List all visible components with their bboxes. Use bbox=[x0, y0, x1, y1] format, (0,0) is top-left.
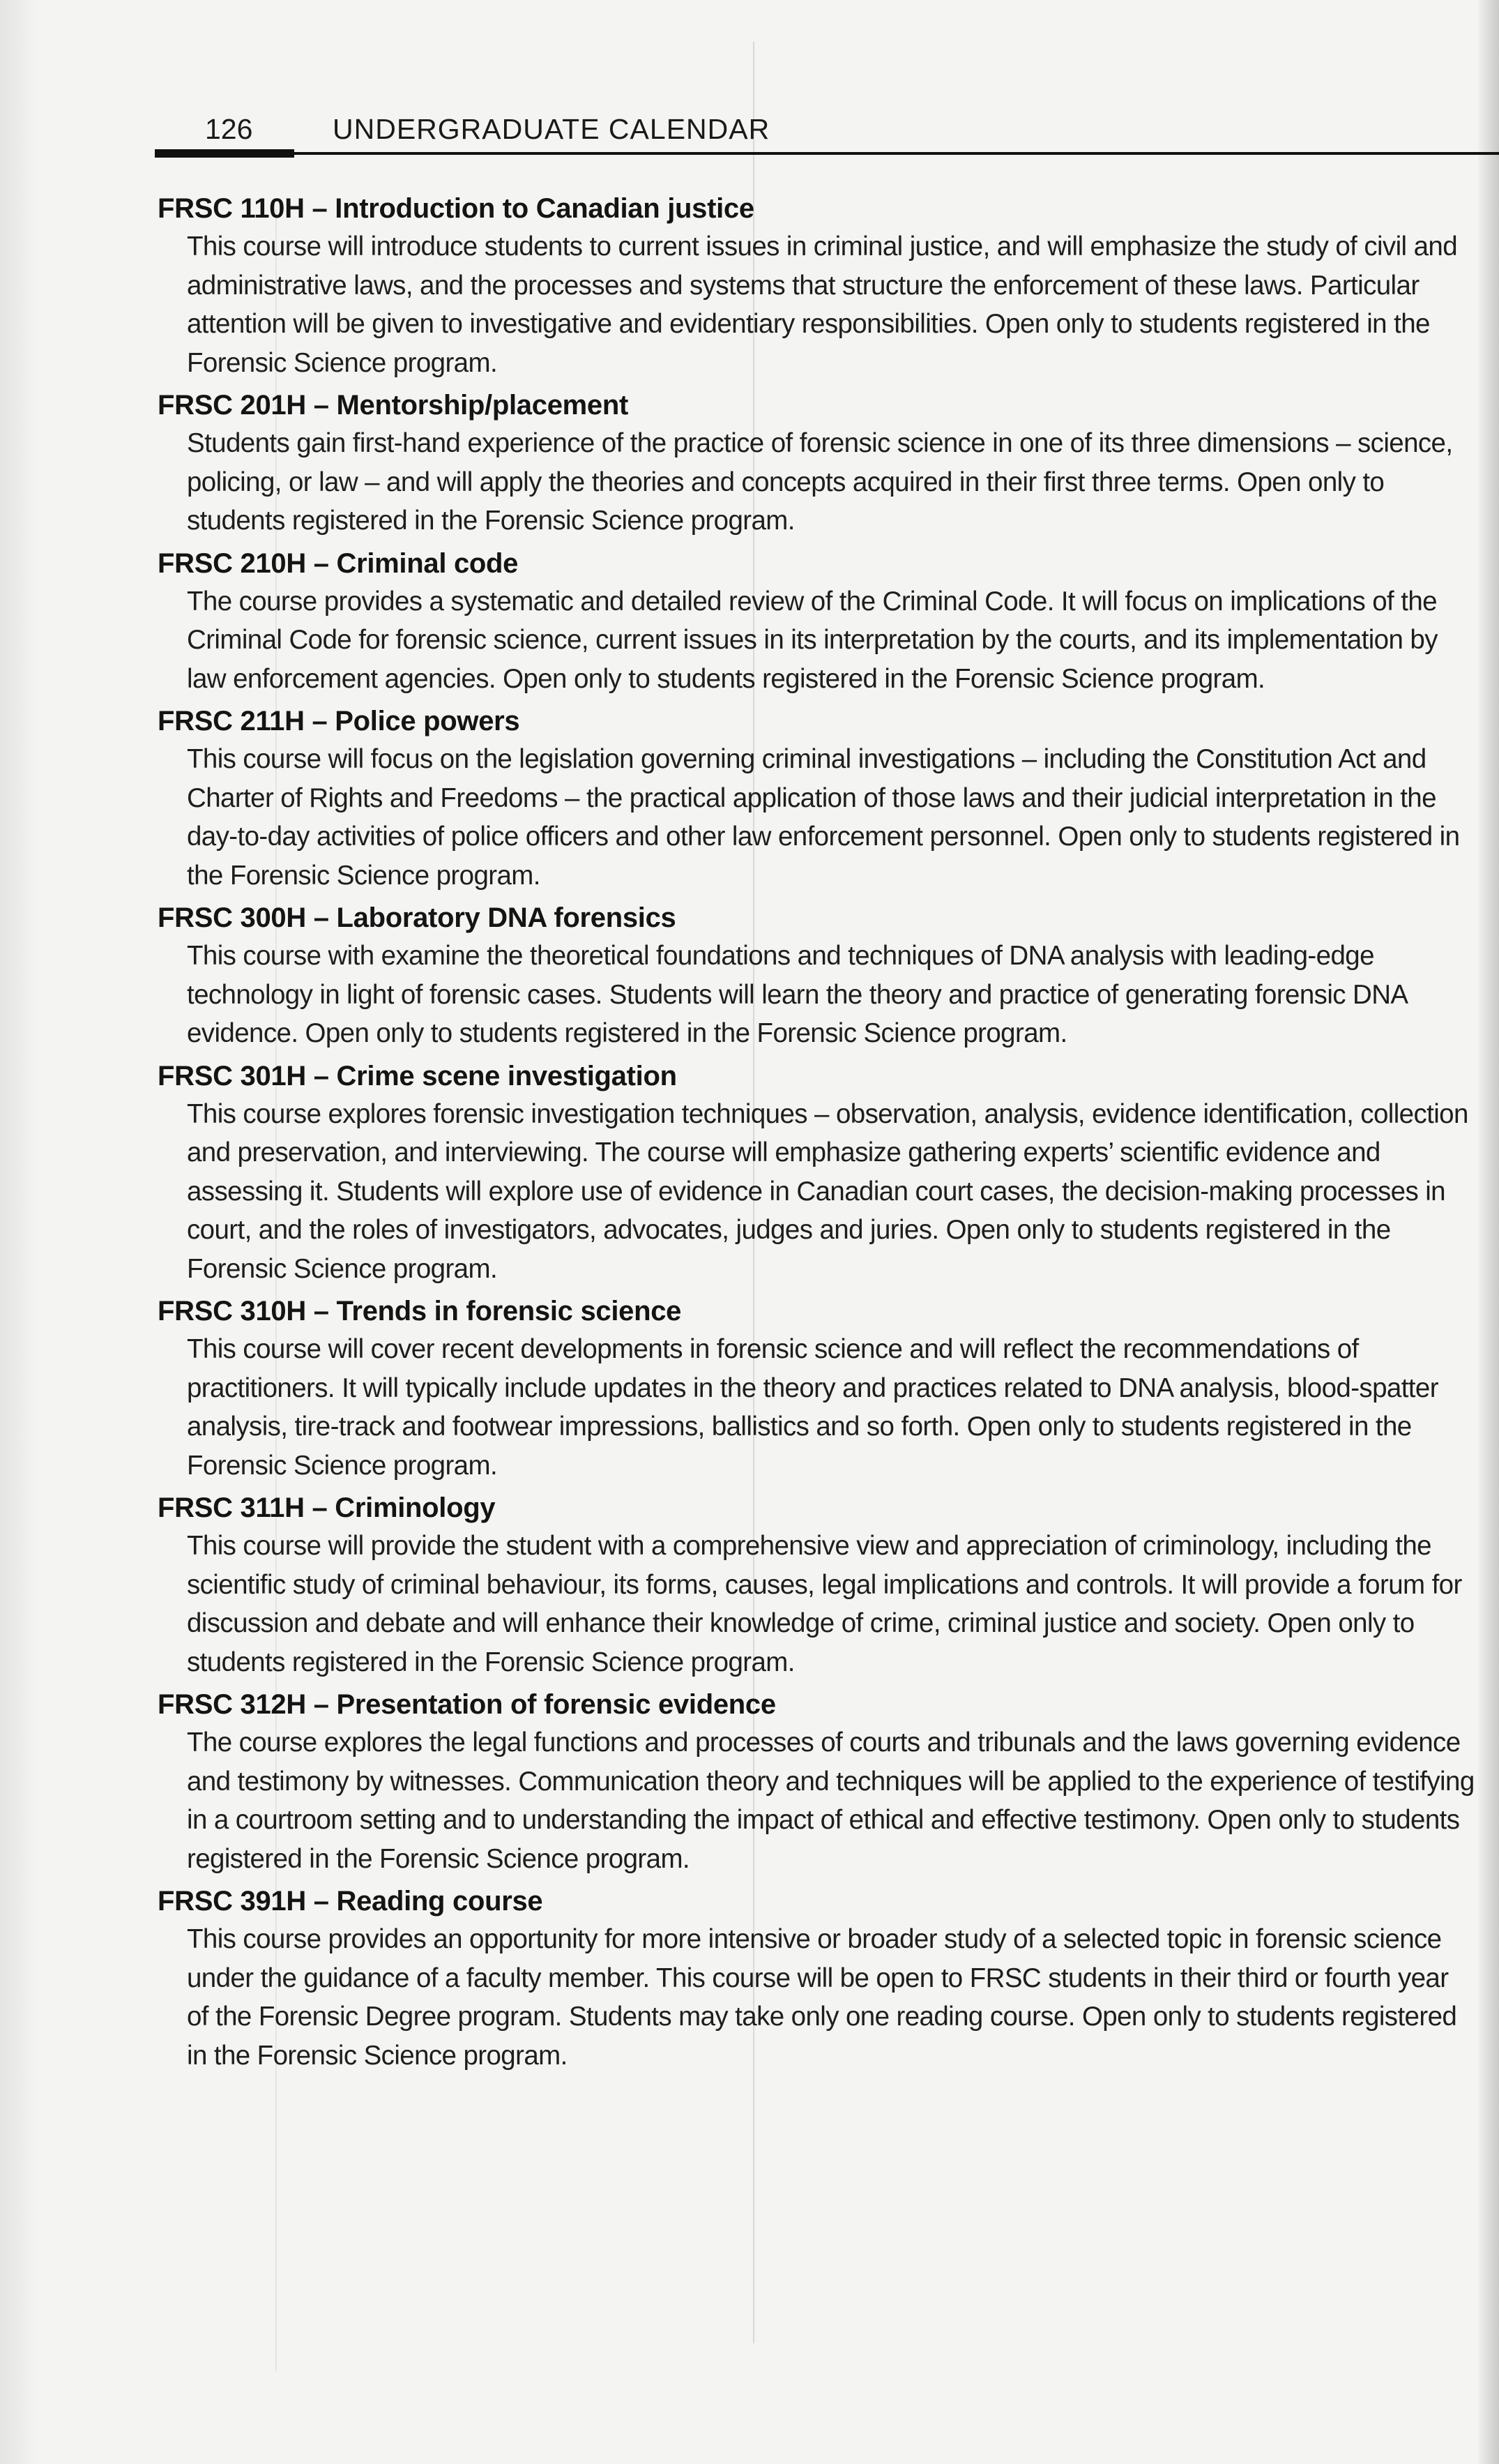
page-header bbox=[155, 110, 1466, 159]
course-title: FRSC 311H – Criminology bbox=[158, 1492, 496, 1523]
course-description: This course will focus on the legislation governing criminal investigations – including the Constitution Act and Charter of Rights and Freedoms – the practical application of those laws and their judicial interpretation in the day-to-day activities of police officers and other law enforcement personnel. Open only to students registered in the Forensic Science program. bbox=[187, 744, 1460, 891]
course-entry-frsc-210h bbox=[158, 545, 1482, 699]
course-entry-frsc-300h bbox=[158, 899, 1482, 1053]
page-edge-shadow-left bbox=[0, 0, 38, 2464]
course-list bbox=[158, 190, 1482, 2079]
course-title: FRSC 301H – Crime scene investigation bbox=[158, 1060, 677, 1091]
course-entry-frsc-201h bbox=[158, 386, 1482, 541]
course-entry-frsc-311h bbox=[158, 1489, 1482, 1681]
header-rule bbox=[294, 152, 1499, 155]
course-entry-frsc-391h bbox=[158, 1882, 1482, 2075]
course-description: Students gain first-hand experience of the practice of forensic science in one of its three dimensions – science, policing, or law – and will apply the theories and concepts acquired in their first three terms. Open only to students registered in the Forensic Science program. bbox=[187, 428, 1453, 536]
course-description: This course explores forensic investigation techniques – observation, analysis, evidence identification, collection and preservation, and interviewing. The course will emphasize gathering experts’ scientific evidence and assessing it. Students will explore use of evidence in Canadian court cases, the decision-making processes in court, and the roles of investigators, advocates, judges and juries. Open only to students registered in the Forensic Science program. bbox=[187, 1098, 1468, 1284]
course-title: FRSC 310H – Trends in forensic science bbox=[158, 1296, 682, 1327]
course-description: The course explores the legal functions and processes of courts and tribunals and the laws governing evidence and testimony by witnesses. Communication theory and techniques will be applied to the experience of testifying in a courtroom setting and to understanding the impact of ethical and effective testimony. Open only to students registered in the Forensic Science program. bbox=[187, 1728, 1475, 1874]
course-title: FRSC 211H – Police powers bbox=[158, 706, 520, 736]
page-number: 126 bbox=[205, 113, 253, 145]
course-description: This course with examine the theoretical foundations and techniques of DNA analysis with leading-edge technology in light of forensic cases. Students will learn the theory and practice of generating forensic DNA evidence. Open only to students registered in the Forensic Science program. bbox=[187, 941, 1407, 1048]
running-title: UNDERGRADUATE CALENDAR bbox=[333, 113, 770, 145]
course-entry-frsc-211h bbox=[158, 702, 1482, 895]
header-rule-thick bbox=[155, 149, 294, 158]
course-description: This course will cover recent developments in forensic science and will reflect the recommendations of practitioners. It will typically include updates in the theory and practices related to DNA analysis, blood-spatter analysis, tire-track and footwear impressions, ballistics and so forth. Open only to students registered in the Forensic Science program. bbox=[187, 1334, 1438, 1481]
course-title: FRSC 300H – Laboratory DNA forensics bbox=[158, 902, 676, 933]
course-title: FRSC 391H – Reading course bbox=[158, 1886, 543, 1917]
course-description: This course provides an opportunity for more intensive or broader study of a selected topic in forensic science under the guidance of a faculty member. This course will be open to FRSC students in their third or fourth year of the Forensic Degree program. Students may take only one reading course. Open only to students registered in the Forensic Science program. bbox=[187, 1924, 1457, 2071]
course-description: This course will provide the student with a comprehensive view and appreciation of criminology, including the scientific study of criminal behaviour, its forms, causes, legal implications and controls. It will provide a forum for discussion and debate and will enhance their knowledge of crime, criminal justice and society. Open only to students registered in the Forensic Science program. bbox=[187, 1531, 1462, 1677]
course-title: FRSC 201H – Mentorship/placement bbox=[158, 390, 629, 421]
course-title: FRSC 110H – Introduction to Canadian justice bbox=[158, 193, 754, 224]
course-entry-frsc-312h bbox=[158, 1686, 1482, 1878]
course-entry-frsc-301h bbox=[158, 1057, 1482, 1289]
course-description: The course provides a systematic and detailed review of the Criminal Code. It will focus on implications of the Criminal Code for forensic science, current issues in its interpretation by the courts, and its implementation by law enforcement agencies. Open only to students registered in the Forensic Science program. bbox=[187, 586, 1438, 694]
course-entry-frsc-310h bbox=[158, 1292, 1482, 1485]
course-title: FRSC 312H – Presentation of forensic evidence bbox=[158, 1689, 776, 1720]
course-title: FRSC 210H – Criminal code bbox=[158, 547, 519, 579]
course-entry-frsc-110h bbox=[158, 190, 1482, 382]
course-description: This course will introduce students to current issues in criminal justice, and will emphasize the study of civil and administrative laws, and the processes and systems that structure the enforcement of these laws. Particular attention will be given to investigative and evidentiary responsibilities. Open only to students registered in the Forensic Science program. bbox=[187, 232, 1458, 378]
